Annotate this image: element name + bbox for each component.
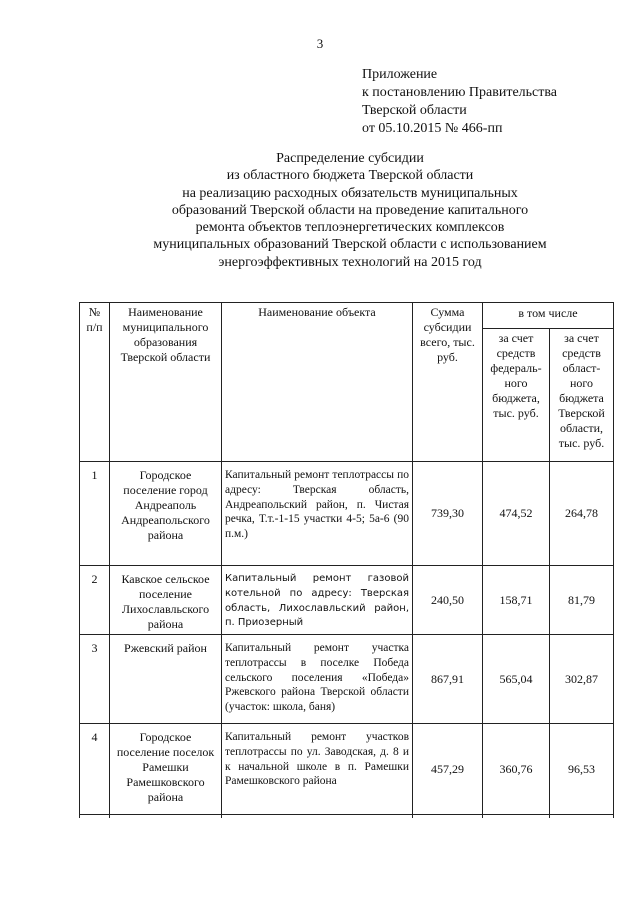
table-row: [80, 462, 614, 566]
subsidy-table: [79, 302, 614, 818]
title-line: на реализацию расходных обязательств муниципальных: [182, 185, 518, 201]
header-including: в том числе: [483, 303, 614, 329]
title-line: энергоэффективных технологий на 2015 год: [218, 254, 482, 270]
row-regional: 96,53: [550, 724, 614, 815]
row-regional: 81,79: [550, 566, 614, 635]
page-number: 3: [316, 36, 324, 51]
row-federal: 474,52: [483, 462, 550, 566]
row-municipality: Ржевский район: [110, 635, 222, 724]
row-num: 3: [80, 635, 110, 724]
row-federal: 360,76: [483, 724, 550, 815]
row-municipality: Городское поселение поселок Рамешки Рамешковского района: [110, 724, 222, 815]
row-object: Капитальный ремонт участка теплотрассы в поселке Победа сельского поселения «Победа» Ржевского района Тверской области (участок: школа, баня): [222, 635, 413, 724]
table-row: [80, 724, 614, 815]
row-num: 4: [80, 724, 110, 815]
header-object: Наименование объекта: [222, 303, 413, 462]
table-row: [80, 635, 614, 724]
row-sum: 240,50: [413, 566, 483, 635]
title-line: ремонта объектов теплоэнергетических комплексов: [195, 220, 505, 236]
row-object: Капитальный ремонт участков теплотрассы по ул. Заводская, д. 8 и к начальной школе в п. Рамешки Рамешковского района: [222, 724, 413, 815]
row-regional: 264,78: [550, 462, 614, 566]
appendix-line: к постановлению Правительства: [362, 85, 558, 100]
row-object: Капитальный ремонт теплотрассы по адресу: Тверская область, Андреапольский район, п. Чистая речка, Т.т.-1-15 участки 4-5; 5а-6 (90 п.м.): [222, 462, 413, 566]
row-sum: 457,29: [413, 724, 483, 815]
table-row: [80, 566, 614, 635]
header-municipality: Наименование муниципального образования Тверской области: [110, 303, 222, 462]
table-continuation-row: [80, 815, 614, 819]
appendix-date-line: от 05.10.2015 № 466-пп: [362, 121, 503, 136]
row-regional: 302,87: [550, 635, 614, 724]
table-header-row: [80, 303, 614, 329]
header-regional: за счет средств област-ного бюджета Тверской области, тыс. руб.: [550, 329, 614, 462]
appendix-block: [362, 66, 557, 138]
appendix-line: Приложение: [362, 67, 438, 82]
row-sum: 739,30: [413, 462, 483, 566]
row-federal: 158,71: [483, 566, 550, 635]
row-municipality: Городское поселение город Андреаполь Андреапольского района: [110, 462, 222, 566]
row-federal: 565,04: [483, 635, 550, 724]
header-sum: Сумма субсидии всего, тыс. руб.: [413, 303, 483, 462]
title-line: из областного бюджета Тверской области: [226, 168, 474, 184]
title-line: муниципальных образований Тверской области с использованием: [153, 237, 547, 253]
appendix-line: Тверской области: [362, 103, 467, 118]
document-title: [60, 150, 640, 271]
header-num: № п/п: [80, 303, 110, 462]
row-num: 1: [80, 462, 110, 566]
row-sum: 867,91: [413, 635, 483, 724]
row-municipality: Кавское сельское поселение Лихославльского района: [110, 566, 222, 635]
row-num: 2: [80, 566, 110, 635]
header-federal: за счет средств федераль-ного бюджета, тыс. руб.: [483, 329, 550, 462]
row-object: Капитальный ремонт газовой котельной по адресу: Тверская область, Лихославльский район, п. Приозерный: [222, 566, 413, 635]
title-line: образований Тверской области на проведение капитального: [171, 202, 529, 218]
title-line: Распределение субсидии: [276, 151, 424, 166]
